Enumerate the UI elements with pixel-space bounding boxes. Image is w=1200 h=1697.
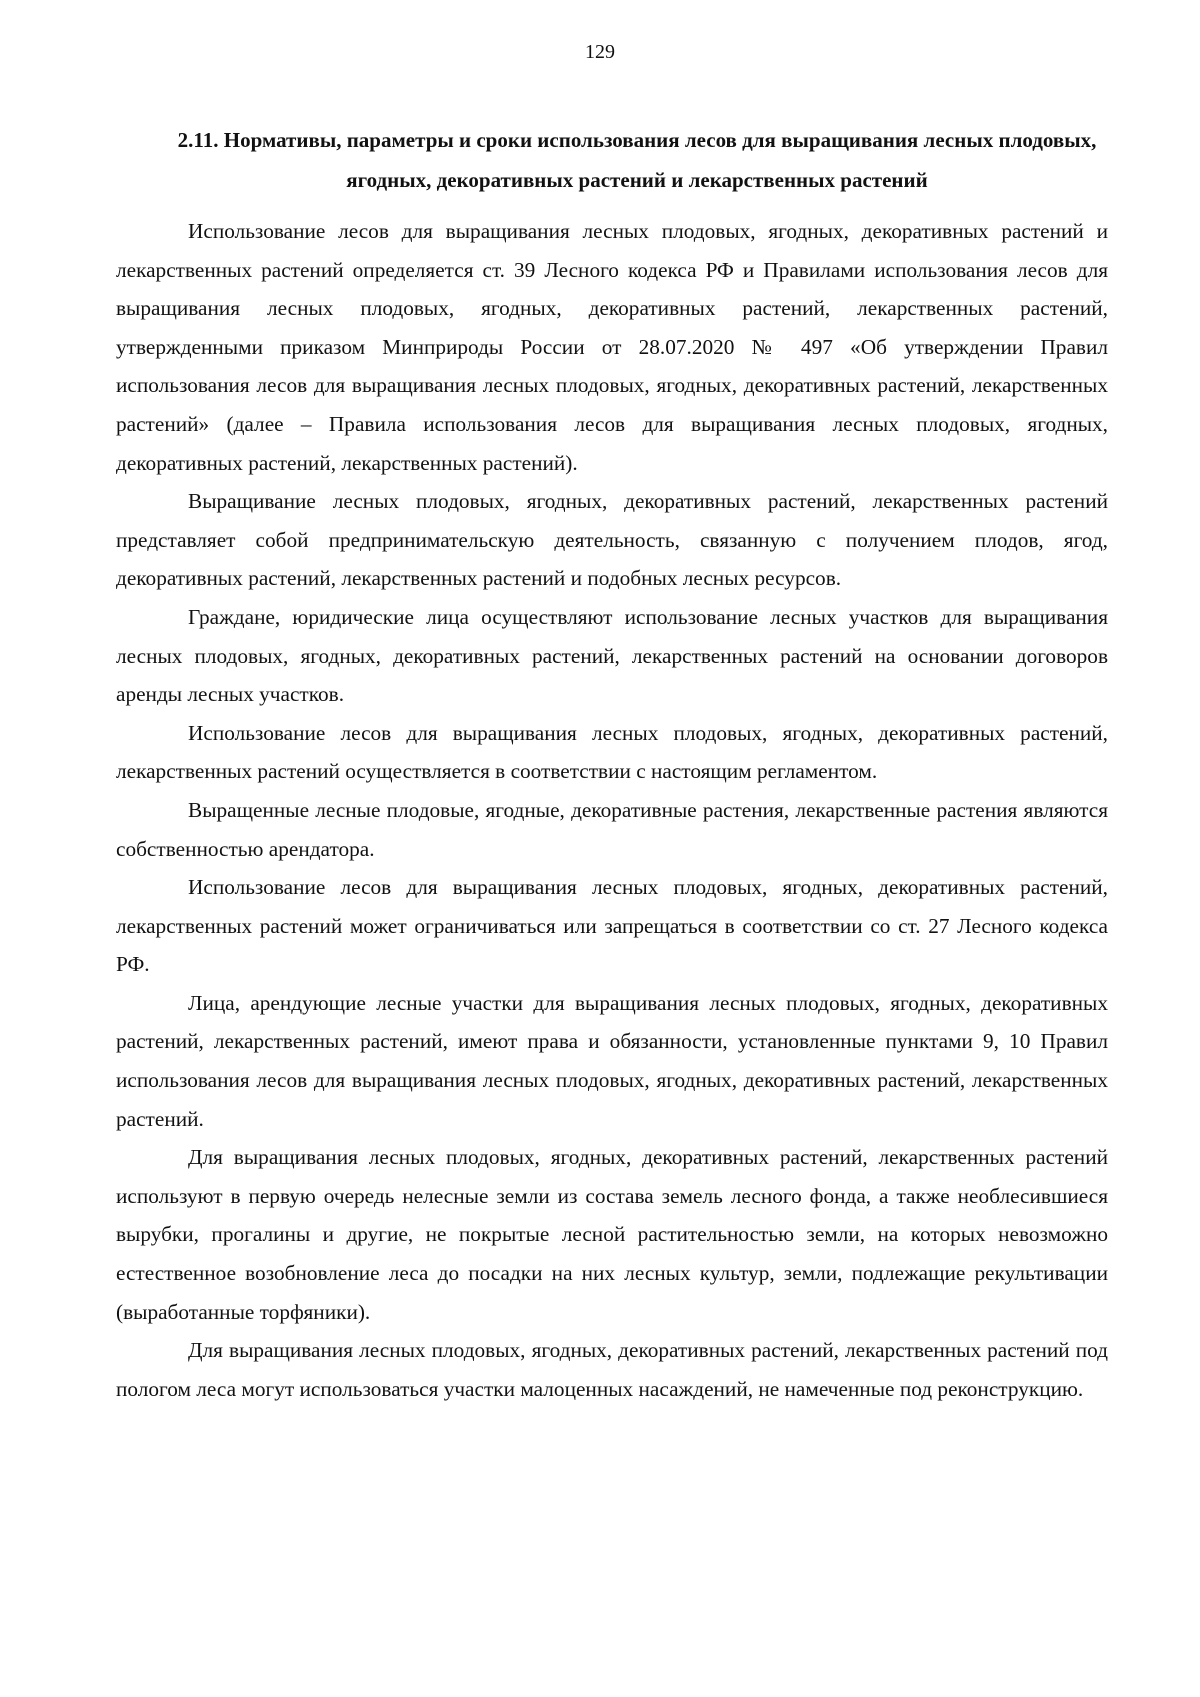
paragraph: Выращенные лесные плодовые, ягодные, декоративные растения, лекарственные растения являются собственностью арендатора.: [116, 797, 1108, 861]
paragraph: Использование лесов для выращивания лесных плодовых, ягодных, декоративных растений, лекарственных растений может ограничиваться или запрещаться в соответствии со ст. 27 Лесного кодекса РФ.: [116, 875, 1108, 977]
page-content: [116, 120, 1108, 1408]
paragraph: Граждане, юридические лица осуществляют использование лесных участков для выращивания лесных плодовых, ягодных, декоративных растений, лекарственных растений на основании договоров аренды лесных участков.: [116, 604, 1108, 707]
page-number: 129: [585, 41, 615, 63]
paragraph: Использование лесов для выращивания лесных плодовых, ягодных, декоративных растений и лекарственных растений определяется ст. 39 Лесного кодекса РФ и Правилами использования лесов для выращивания лесных плодовых, ягодных, декоративных растений, лекарственных растений, утвержденными приказом Минприроды России от 28.07.2020 № 497 «Об утверждении Правил использования лесов для выращивания лесных плодовых, ягодных, декоративных растений, лекарственных растений» (далее – Правила использования лесов для выращивания лесных плодовых, ягодных, декоративных растений, лекарственных растений).: [116, 219, 1108, 475]
paragraph: Для выращивания лесных плодовых, ягодных, декоративных растений, лекарственных растений под пологом леса могут использоваться участки малоценных насаждений, не намеченные под реконструкцию.: [116, 1338, 1108, 1401]
paragraph: Для выращивания лесных плодовых, ягодных, декоративных растений, лекарственных растений используют в первую очередь нелесные земли из состава земель лесного фонда, а также необлесившиеся вырубки, прогалины и другие, не покрытые лесной растительностью земли, на которых невозможно естественное возобновление леса до посадки на них лесных культур, земли, подлежащие рекультивации (выработанные торфяники).: [116, 1145, 1108, 1324]
paragraph: Лица, арендующие лесные участки для выращивания лесных плодовых, ягодных, декоративных растений, лекарственных растений, имеют права и обязанности, установленные пунктами 9, 10 Правил использования лесов для выращивания лесных плодовых, ягодных, декоративных растений, лекарственных растений.: [116, 990, 1108, 1131]
paragraph: Использование лесов для выращивания лесных плодовых, ягодных, декоративных растений, лекарственных растений осуществляется в соответствии с настоящим регламентом.: [116, 720, 1108, 784]
section-heading: 2.11. Нормативы, параметры и сроки использования лесов для выращивания лесных плодовых, ягодных, декоративных растений и лекарственных растений: [177, 128, 1097, 192]
paragraph: Выращивание лесных плодовых, ягодных, декоративных растений, лекарственных растений представляет собой предпринимательскую деятельность, связанную с получением плодов, ягод, декоративных растений, лекарственных растений и подобных лесных ресурсов.: [116, 489, 1108, 591]
